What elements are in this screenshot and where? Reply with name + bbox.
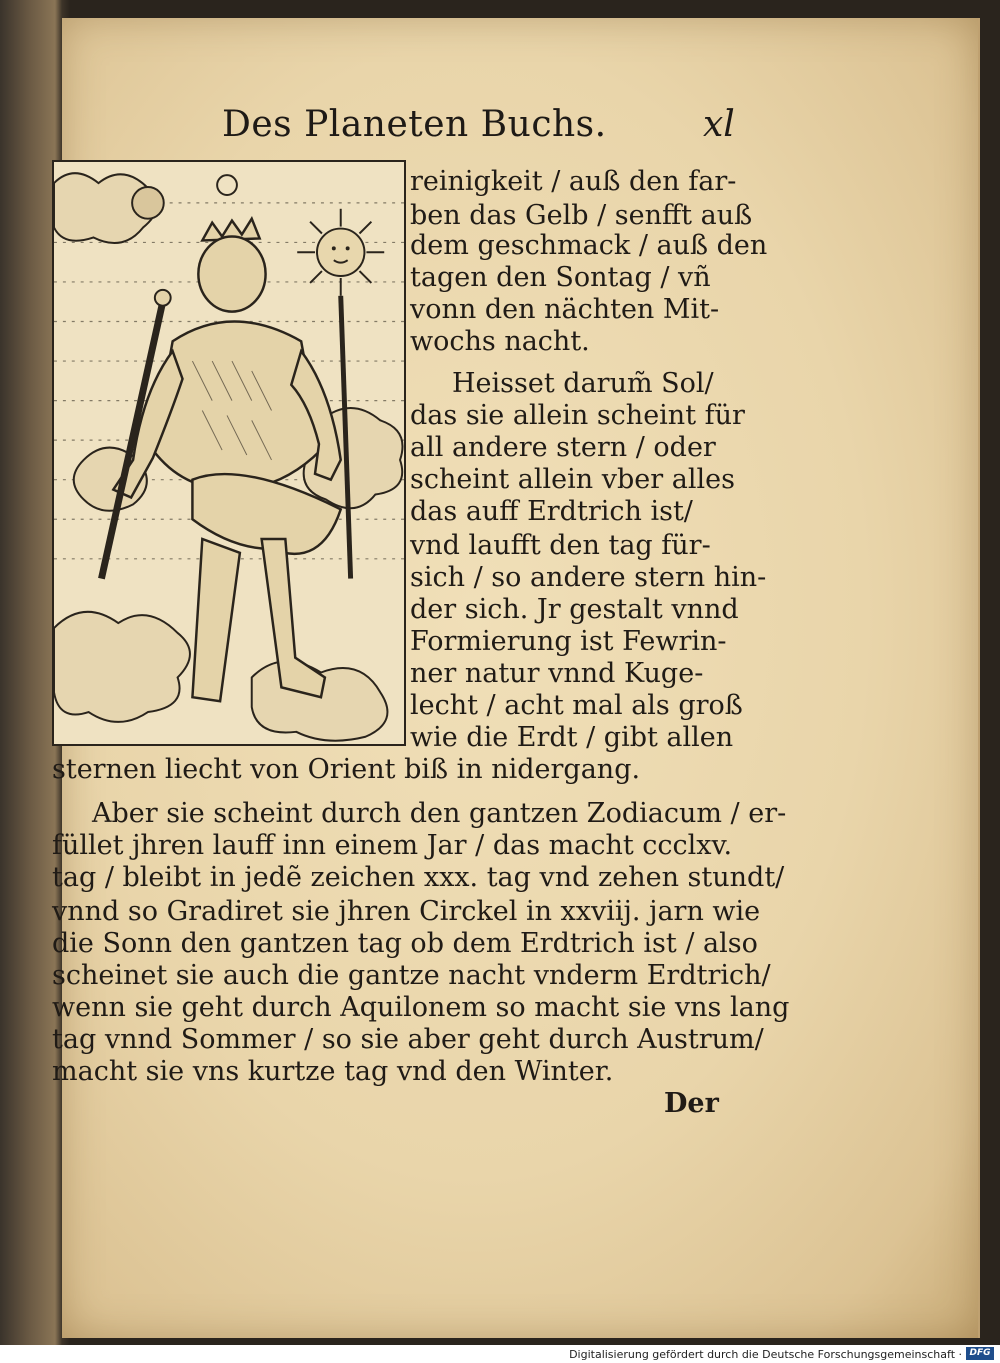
digitization-credit: Digitalisierung gefördert durch die Deutsche Forschungsgemeinschaft · xyxy=(569,1348,962,1361)
text-line: wie die Erdt / gibt allen xyxy=(410,722,734,753)
text-line: scheint allein vber alles xyxy=(410,464,735,495)
text-line: vonn den nächten Mit- xyxy=(410,294,720,325)
text-line: der sich. Jr gestalt vnnd xyxy=(410,594,739,625)
text-line: scheinet sie auch die gantze nacht vnderm Erdtrich/ xyxy=(52,960,771,991)
dfg-logo: DFG xyxy=(966,1347,994,1360)
running-head: Des Planeten Buchs. xyxy=(222,104,607,145)
text-line: vnnd so Gradiret sie jhren Circkel in xxviij. jarn wie xyxy=(52,896,761,927)
text-line: Aber sie scheint durch den gantzen Zodiacum / er- xyxy=(92,798,787,829)
text-line: all andere stern / oder xyxy=(410,432,716,463)
sol-woodcut-illustration xyxy=(52,160,406,746)
text-line: Formierung ist Fewrin- xyxy=(410,626,727,657)
text-line: Heisset darum̃ Sol/ xyxy=(452,368,714,399)
text-line: reinigkeit / auß den far- xyxy=(410,166,737,197)
text-line: wochs nacht. xyxy=(410,326,590,357)
text-line: tag vnnd Sommer / so sie aber geht durch Austrum/ xyxy=(52,1024,764,1055)
text-line: sternen liecht von Orient biß in nidergang. xyxy=(52,754,641,785)
text-line: tagen den Sontag / vñ xyxy=(410,262,711,293)
text-line: das sie allein scheint für xyxy=(410,400,745,431)
text-line: sich / so andere stern hin- xyxy=(410,562,767,593)
text-line: das auff Erdtrich ist/ xyxy=(410,496,693,527)
folio-number: xl xyxy=(703,104,735,145)
text-line: füllet jhren lauff inn einem Jar / das macht ccclxv. xyxy=(52,830,733,861)
text-line: ner natur vnnd Kuge- xyxy=(410,658,704,689)
text-line: ben das Gelb / senfft auß xyxy=(410,200,753,231)
text-line: dem geschmack / auß den xyxy=(410,230,768,261)
text-line: vnd laufft den tag für- xyxy=(410,530,711,561)
text-line: die Sonn den gantzen tag ob dem Erdtrich ist / also xyxy=(52,928,758,959)
text-line: lecht / acht mal als groß xyxy=(410,690,743,721)
text-line: macht sie vns kurtze tag vnd den Winter. xyxy=(52,1056,614,1087)
text-line: tag / bleibt in jedẽ zeichen xxx. tag vnd zehen stundt/ xyxy=(52,862,785,893)
text-line: wenn sie geht durch Aquilonem so macht sie vns lang xyxy=(52,992,790,1023)
catchword: Der xyxy=(664,1088,719,1119)
